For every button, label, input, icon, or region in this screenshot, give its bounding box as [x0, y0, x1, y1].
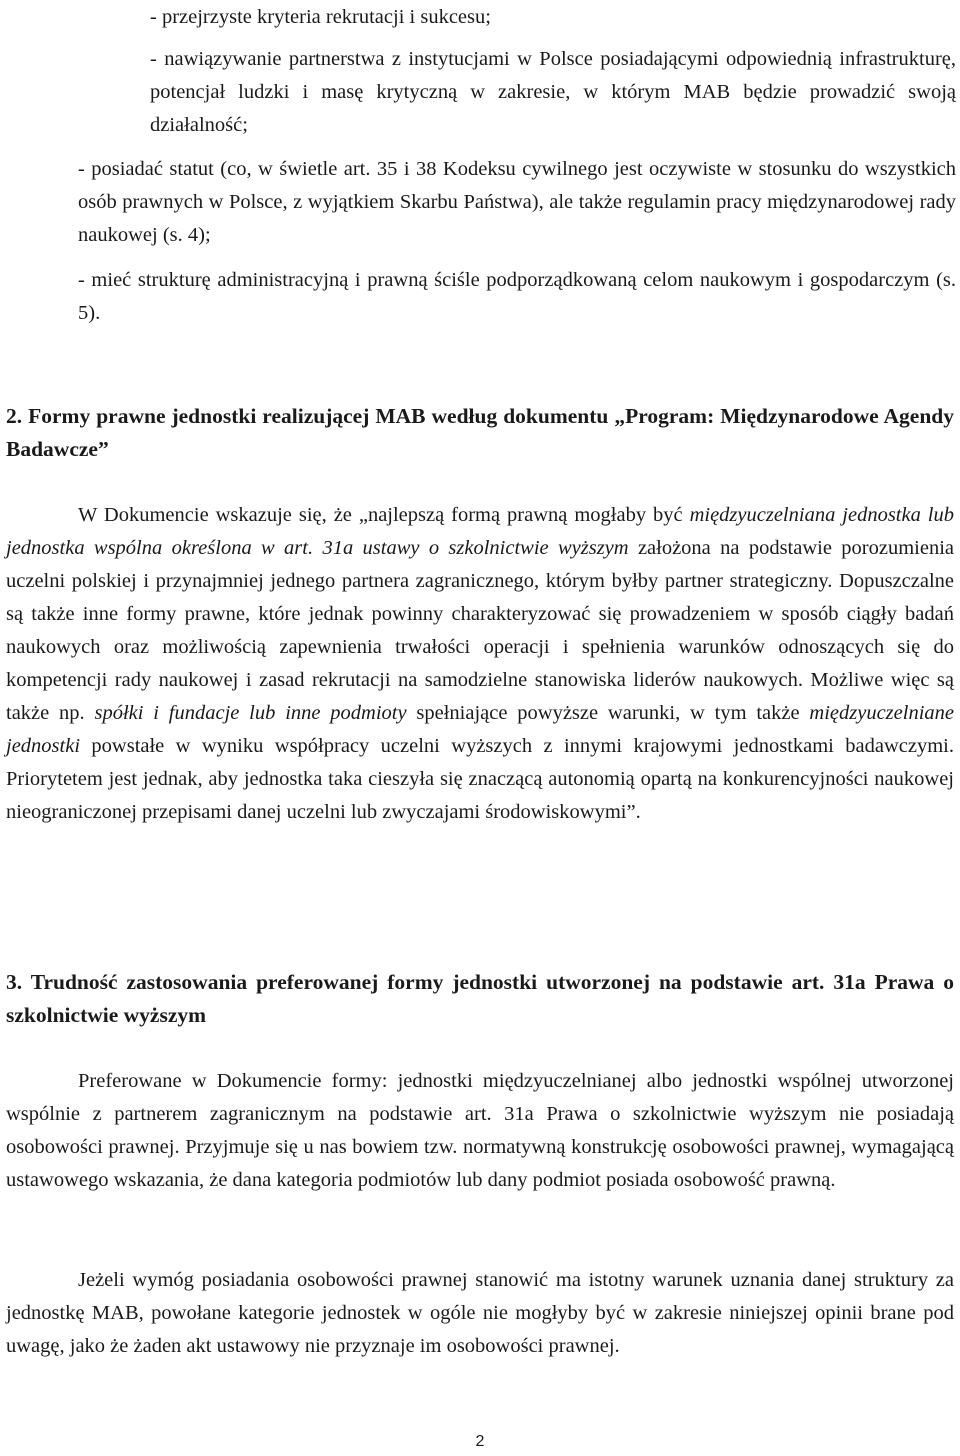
- bullet-partnership: - nawiązywanie partnerstwa z instytucjami w Polsce posiadającymi odpowiednią infrastrukturę, potencjał ludzki i masę krytyczną w zakresie, w którym MAB będzie prowadzić swoją działalność;: [150, 48, 956, 136]
- section-3-paragraph-1: [6, 1065, 954, 1197]
- section-3-heading: 3. Trudność zastosowania preferowanej formy jednostki utworzonej na podstawie art. 31a Prawa o szkolnictwie wyższym: [6, 970, 954, 1027]
- page-number: 2: [475, 1433, 485, 1450]
- section-3-paragraph-1-text: Preferowane w Dokumencie formy: jednostki międzyuczelnianej albo jednostki wspólnej utworzonej wspólnie z partnerem zagranicznym na podstawie art. 31a Prawa o szkolnictwie wyższym nie posiadają osobowości prawnej. Przyjmuje się u nas bowiem tzw. normatywną konstrukcję osobowości prawnej, wymagającą ustawowego wskazania, że dana kategoria podmiotów lub dany podmiot posiada osobowość prawną.: [6, 1070, 954, 1191]
- quote-part-1: W Dokumencie wskazuje się, że „najlepszą formą prawną mogłaby być: [78, 504, 690, 526]
- quote-part-3: założona na podstawie porozumienia uczelni polskiej i przynajmniej jednego partnera zagranicznego, którym byłby partner strategiczny. Dopuszczalne są także inne formy prawne, które jednak powinny charakteryzować się prowadzeniem w sposób ciągły badań naukowych oraz możliwością zapewnienia trwałości operacji i spełnienia warunków odnoszących się do kompetencji rady naukowej i zasad rekrutacji na samodzielne stanowiska liderów naukowych. Możliwe więc są także np.: [6, 537, 954, 724]
- section-3-paragraph-2: [6, 1264, 954, 1363]
- section-3-paragraph-2-text: Jeżeli wymóg posiadania osobowości prawnej stanowić ma istotny warunek uznania danej struktury za jednostkę MAB, powołane kategorie jednostek w ogóle nie mogłyby być w zakresie niniejszej opinii brane pod uwagę, jako że żaden akt ustawowy nie przyznaje im osobowości prawnej.: [6, 1269, 954, 1357]
- bullet-statute: - posiadać statut (co, w świetle art. 35 i 38 Kodeksu cywilnego jest oczywiste w stosunku do wszystkich osób prawnych w Polsce, z wyjątkiem Skarbu Państwa), ale także regulamin pracy międzynarodowej rady naukowej (s. 4);: [78, 158, 956, 246]
- quote-part-2-italic: międzyuczelniana jednostka lub jednostka wspólna określona w art. 31a ustawy o szkolnictwie wyższym: [6, 504, 954, 559]
- bullet-recruitment-criteria: - przejrzyste kryteria rekrutacji i sukcesu;: [150, 6, 491, 28]
- section-2-paragraph: [6, 499, 954, 829]
- quote-part-6-italic: międzyuczelniane jednostki: [6, 702, 954, 757]
- bullet-structure: - mieć strukturę administracyjną i prawną ściśle podporządkowaną celom naukowym i gospodarczym (s. 5).: [78, 269, 956, 324]
- section-2-heading: 2. Formy prawne jednostki realizującej MAB według dokumentu „Program: Międzynarodowe Agendy Badawcze”: [6, 404, 954, 461]
- quote-part-7: powstałe w wyniku współpracy uczelni wyższych z innymi krajowymi jednostkami badawczymi. Priorytetem jest jednak, aby jednostka taka cieszyła się znaczącą autonomią opartą na konkurencyjności naukowej nieograniczonej przepisami danej uczelni lub zwyczajami środowiskowymi”.: [6, 735, 954, 823]
- quote-part-5: spełniające powyższe warunki, w tym także: [406, 702, 810, 724]
- quote-part-4-italic: spółki i fundacje lub inne podmioty: [94, 702, 407, 724]
